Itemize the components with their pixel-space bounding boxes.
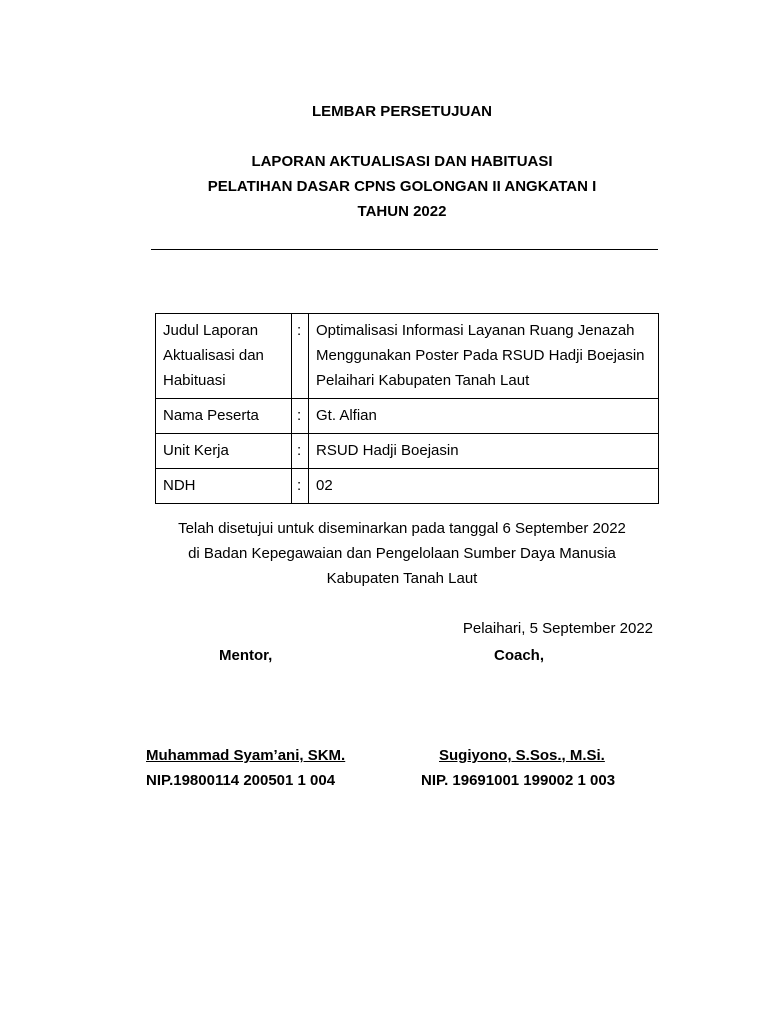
table-row <box>156 314 659 399</box>
row-value-title: Optimalisasi Informasi Layanan Ruang Jenazah Menggunakan Poster Pada RSUD Hadji Boejasin Pelaihari Kabupaten Tanah Laut <box>309 314 659 399</box>
row-value-ndh: 02 <box>309 469 659 504</box>
report-title-line3: TAHUN 2022 <box>357 203 447 220</box>
row-separator: : <box>292 469 309 504</box>
report-title-line2: PELATIHAN DASAR CPNS GOLONGAN II ANGKATAN I <box>207 178 597 195</box>
coach-name: Sugiyono, S.Sos., M.Si. <box>439 747 605 764</box>
mentor-nip: NIP.19800114 200501 1 004 <box>146 772 336 789</box>
approval-line3: Kabupaten Tanah Laut <box>326 570 478 587</box>
approval-line1: Telah disetujui untuk diseminarkan pada tanggal 6 September 2022 <box>178 520 626 537</box>
document-title: LEMBAR PERSETUJUAN <box>311 103 492 120</box>
table-row <box>156 469 659 504</box>
report-info-table <box>155 313 659 504</box>
row-separator: : <box>292 399 309 434</box>
row-separator: : <box>292 434 309 469</box>
coach-role: Coach, <box>494 647 545 664</box>
approval-line2: di Badan Kepegawaian dan Pengelolaan Sumber Daya Manusia <box>188 545 616 562</box>
mentor-name: Muhammad Syam’ani, SKM. <box>146 747 346 764</box>
row-label-participant: Nama Peserta <box>156 399 292 434</box>
header-divider <box>151 249 658 250</box>
table-row <box>156 399 659 434</box>
row-label-ndh: NDH <box>156 469 292 504</box>
row-separator: : <box>292 314 309 399</box>
row-label-title: Judul Laporan Aktualisasi dan Habituasi <box>156 314 292 399</box>
row-value-unit: RSUD Hadji Boejasin <box>309 434 659 469</box>
row-label-unit: Unit Kerja <box>156 434 292 469</box>
place-date: Pelaihari, 5 September 2022 <box>462 620 653 637</box>
coach-nip: NIP. 19691001 199002 1 003 <box>421 772 616 789</box>
mentor-role: Mentor, <box>219 647 273 664</box>
row-value-participant: Gt. Alfian <box>309 399 659 434</box>
report-title-line1: LAPORAN AKTUALISASI DAN HABITUASI <box>251 153 553 170</box>
table-row <box>156 434 659 469</box>
